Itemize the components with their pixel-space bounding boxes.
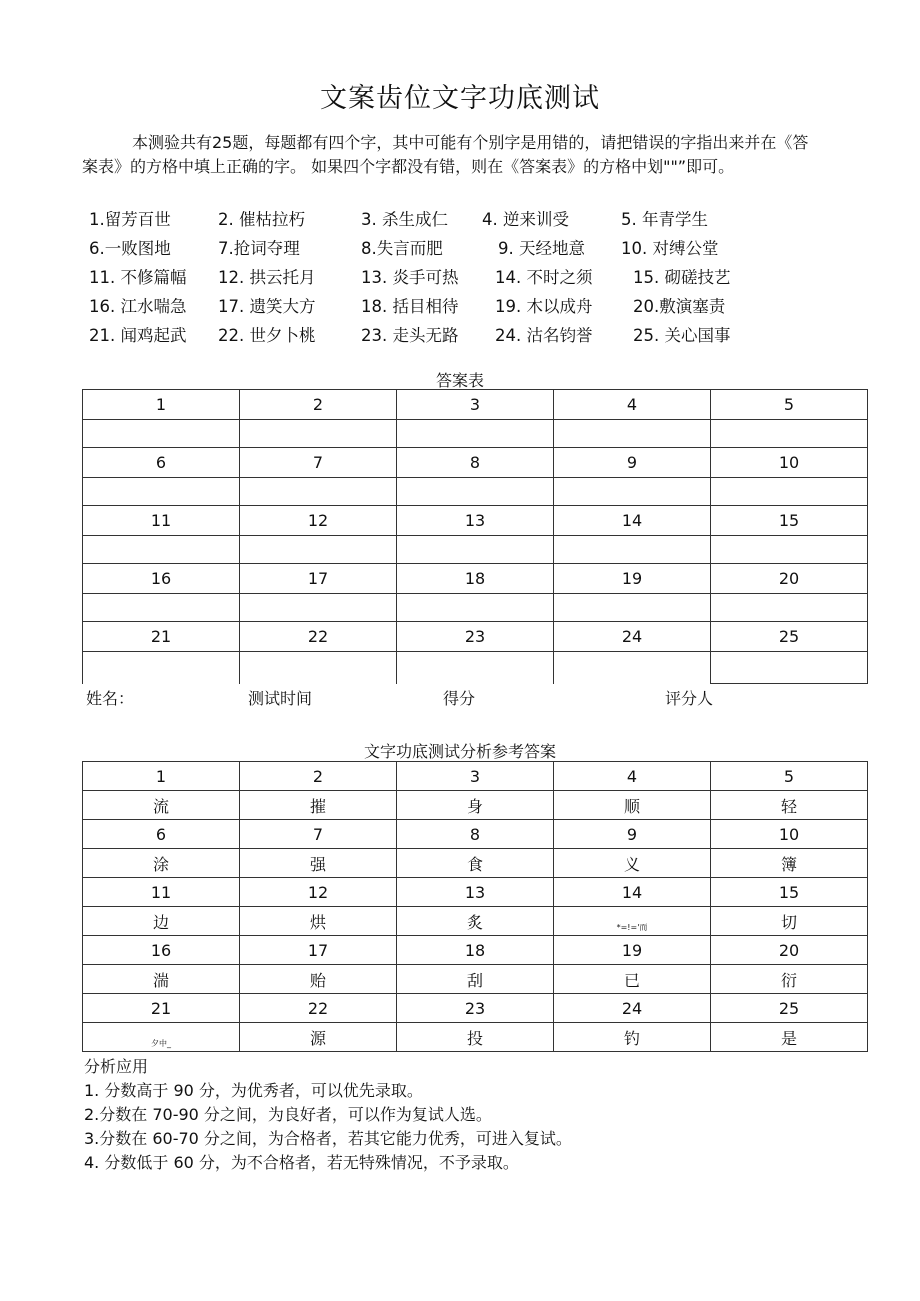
question-number-cell: 12 <box>240 878 397 907</box>
answer-sheet-caption: 答案表 <box>435 371 484 390</box>
table-row <box>83 849 868 878</box>
question-item: 5. 年青学生 <box>621 210 708 229</box>
question-item: 2. 催枯拉朽 <box>218 210 305 229</box>
answer-cell[interactable] <box>397 420 554 448</box>
reference-answer-cell: 边 <box>83 907 240 936</box>
analysis-item: 4. 分数低于 60 分，为不合格者，若无特殊情况，不予录取。 <box>84 1153 519 1172</box>
reference-answer-cell: 流 <box>83 791 240 820</box>
answer-cell[interactable] <box>554 594 711 622</box>
table-row <box>83 622 868 652</box>
test-time-label: 测试时间 <box>248 689 313 708</box>
reference-answer-cell: 炙 <box>397 907 554 936</box>
table-row <box>83 907 868 936</box>
question-item: 15. 砌磋技艺 <box>633 268 731 287</box>
question-item: 23. 走头无路 <box>361 326 459 345</box>
question-number-cell: 16 <box>83 936 240 965</box>
question-item: 12. 拱云托月 <box>218 268 316 287</box>
question-number-cell: 22 <box>240 994 397 1023</box>
reference-answer-cell: 摧 <box>240 791 397 820</box>
answer-cell[interactable] <box>711 478 868 506</box>
reference-answer-cell: 是 <box>711 1023 868 1052</box>
question-item: 18. 括目相待 <box>361 297 459 316</box>
table-row <box>83 652 868 684</box>
question-item: 6.一败图地 <box>89 239 171 258</box>
table-row <box>83 994 868 1023</box>
reference-answer-cell: 钓 <box>554 1023 711 1052</box>
answer-cell[interactable] <box>397 652 554 684</box>
question-number-cell: 10 <box>711 448 868 478</box>
table-row <box>83 965 868 994</box>
question-item: 7.抢词夺理 <box>218 239 300 258</box>
question-number-cell: 24 <box>554 994 711 1023</box>
question-number-cell: 25 <box>711 994 868 1023</box>
question-number-cell: 8 <box>397 820 554 849</box>
reference-answer-cell: 义 <box>554 849 711 878</box>
answer-cell[interactable] <box>397 594 554 622</box>
answer-cell[interactable] <box>240 420 397 448</box>
question-number-cell: 18 <box>397 936 554 965</box>
question-item: 17. 遗笑大方 <box>218 297 316 316</box>
analysis-heading: 分析应用 <box>84 1057 149 1076</box>
question-item: 19. 木以成舟 <box>495 297 593 316</box>
table-row <box>83 448 868 478</box>
question-number-cell: 9 <box>554 448 711 478</box>
question-number-cell: 2 <box>240 762 397 791</box>
reference-answer-cell: 源 <box>240 1023 397 1052</box>
answer-cell[interactable] <box>83 652 240 684</box>
question-number-cell: 1 <box>83 762 240 791</box>
question-number-cell: 17 <box>240 564 397 594</box>
table-row <box>83 420 868 448</box>
answer-cell[interactable] <box>83 594 240 622</box>
question-number-cell: 19 <box>554 936 711 965</box>
question-item: 24. 沽名钧誉 <box>495 326 593 345</box>
question-number-cell: 2 <box>240 390 397 420</box>
reference-answer-cell: 涂 <box>83 849 240 878</box>
reference-answer-cell: 湍 <box>83 965 240 994</box>
question-number-cell: 12 <box>240 506 397 536</box>
question-number-cell: 14 <box>554 878 711 907</box>
question-number-cell: 24 <box>554 622 711 652</box>
question-item: 11. 不修篇幅 <box>89 268 187 287</box>
answer-cell[interactable] <box>711 420 868 448</box>
answer-cell[interactable] <box>711 652 868 684</box>
name-label: 姓名： <box>86 689 135 708</box>
reference-answer-cell: 强 <box>240 849 397 878</box>
question-number-cell: 3 <box>397 390 554 420</box>
answer-cell[interactable] <box>554 420 711 448</box>
question-number-cell: 1 <box>83 390 240 420</box>
answer-cell[interactable] <box>83 536 240 564</box>
question-number-cell: 21 <box>83 622 240 652</box>
question-number-cell: 13 <box>397 878 554 907</box>
answer-sheet-table <box>82 389 868 684</box>
question-number-cell: 23 <box>397 994 554 1023</box>
question-item: 3. 杀生成仁 <box>361 210 448 229</box>
reference-answer-cell: 轻 <box>711 791 868 820</box>
question-number-cell: 20 <box>711 564 868 594</box>
reference-answer-cell: 刮 <box>397 965 554 994</box>
question-number-cell: 4 <box>554 762 711 791</box>
question-number-cell: 7 <box>240 820 397 849</box>
answer-cell[interactable] <box>240 536 397 564</box>
question-item: 10. 对缚公堂 <box>621 239 719 258</box>
question-number-cell: 21 <box>83 994 240 1023</box>
question-item: 22. 世夕卜桃 <box>218 326 316 345</box>
table-row <box>83 1023 868 1052</box>
question-number-cell: 9 <box>554 820 711 849</box>
reference-answer-cell: 簿 <box>711 849 868 878</box>
analysis-item: 3.分数在 60-70 分之间，为合格者，若其它能力优秀，可进入复试。 <box>84 1129 572 1148</box>
question-item: 20.敷演塞责 <box>633 297 726 316</box>
answer-cell[interactable] <box>711 536 868 564</box>
table-row <box>83 936 868 965</box>
answer-cell[interactable] <box>240 652 397 684</box>
reference-answer-cell: 投 <box>397 1023 554 1052</box>
answer-cell[interactable] <box>554 536 711 564</box>
reference-answer-cell: 衍 <box>711 965 868 994</box>
question-item: 16. 江水喘急 <box>89 297 187 316</box>
table-row <box>83 536 868 564</box>
question-item: 14. 不时之须 <box>495 268 593 287</box>
question-number-cell: 18 <box>397 564 554 594</box>
question-number-cell: 10 <box>711 820 868 849</box>
answer-cell[interactable] <box>711 594 868 622</box>
answer-cell[interactable] <box>554 652 711 684</box>
answer-cell[interactable] <box>397 478 554 506</box>
question-number-cell: 5 <box>711 762 868 791</box>
question-item: 13. 炎手可热 <box>361 268 459 287</box>
table-row <box>83 564 868 594</box>
answer-cell[interactable] <box>83 420 240 448</box>
reference-answer-cell: 食 <box>397 849 554 878</box>
question-number-cell: 11 <box>83 878 240 907</box>
question-number-cell: 20 <box>711 936 868 965</box>
question-item: 21. 闻鸡起武 <box>89 326 187 345</box>
reference-answer-cell: 切 <box>711 907 868 936</box>
question-item: 8.失言而肥 <box>361 239 443 258</box>
answer-cell[interactable] <box>397 536 554 564</box>
table-row <box>83 791 868 820</box>
question-number-cell: 14 <box>554 506 711 536</box>
table-row <box>83 478 868 506</box>
question-number-cell: 22 <box>240 622 397 652</box>
question-number-cell: 4 <box>554 390 711 420</box>
analysis-section <box>84 1055 572 1175</box>
grader-label: 评分人 <box>665 689 714 708</box>
reference-answer-cell: 顺 <box>554 791 711 820</box>
question-number-cell: 6 <box>83 448 240 478</box>
analysis-item: 1. 分数高于 90 分，为优秀者，可以优先录取。 <box>84 1081 423 1100</box>
intro-text: 本测验共有25题，每题都有四个字，其中可能有个别字是用错的，请把错误的字指出来并在《答案表》的方格中填上正确的字。 如果四个字都没有错，则在《答案表》的方格中划""”即可。 <box>82 133 809 176</box>
page-title: 文案齿位文字功底测试 <box>320 83 600 114</box>
table-row <box>83 506 868 536</box>
table-row <box>83 820 868 849</box>
reference-answer-cell: 贻 <box>240 965 397 994</box>
answer-cell[interactable] <box>554 478 711 506</box>
reference-answer-cell: 身 <box>397 791 554 820</box>
score-label: 得分 <box>443 689 476 708</box>
question-number-cell: 19 <box>554 564 711 594</box>
question-number-cell: 13 <box>397 506 554 536</box>
table-row <box>83 878 868 907</box>
question-item: 4. 逆来训受 <box>482 210 569 229</box>
table-row <box>83 594 868 622</box>
question-number-cell: 15 <box>711 878 868 907</box>
table-row <box>83 762 868 791</box>
analysis-item: 2.分数在 70-90 分之间，为良好者，可以作为复试人选。 <box>84 1105 492 1124</box>
answer-cell[interactable] <box>240 478 397 506</box>
question-number-cell: 15 <box>711 506 868 536</box>
intro-paragraph <box>82 131 822 179</box>
question-number-cell: 23 <box>397 622 554 652</box>
question-number-cell: 7 <box>240 448 397 478</box>
question-number-cell: 6 <box>83 820 240 849</box>
reference-answer-cell: *=!='而 <box>554 907 711 936</box>
question-item: 9. 天经地意 <box>498 239 585 258</box>
reference-answer-cell: 烘 <box>240 907 397 936</box>
question-item: 25. 关心国事 <box>633 326 731 345</box>
reference-caption: 文字功底测试分析参考答案 <box>363 742 556 761</box>
answer-cell[interactable] <box>240 594 397 622</box>
question-number-cell: 5 <box>711 390 868 420</box>
question-number-cell: 8 <box>397 448 554 478</box>
question-number-cell: 3 <box>397 762 554 791</box>
question-number-cell: 16 <box>83 564 240 594</box>
question-item: 1.留芳百世 <box>89 210 171 229</box>
question-number-cell: 17 <box>240 936 397 965</box>
answer-cell[interactable] <box>83 478 240 506</box>
reference-answer-cell: 夕中_ <box>83 1023 240 1052</box>
question-number-cell: 25 <box>711 622 868 652</box>
reference-answer-table <box>82 761 868 1052</box>
reference-answer-cell: 已 <box>554 965 711 994</box>
question-number-cell: 11 <box>83 506 240 536</box>
table-row <box>83 390 868 420</box>
